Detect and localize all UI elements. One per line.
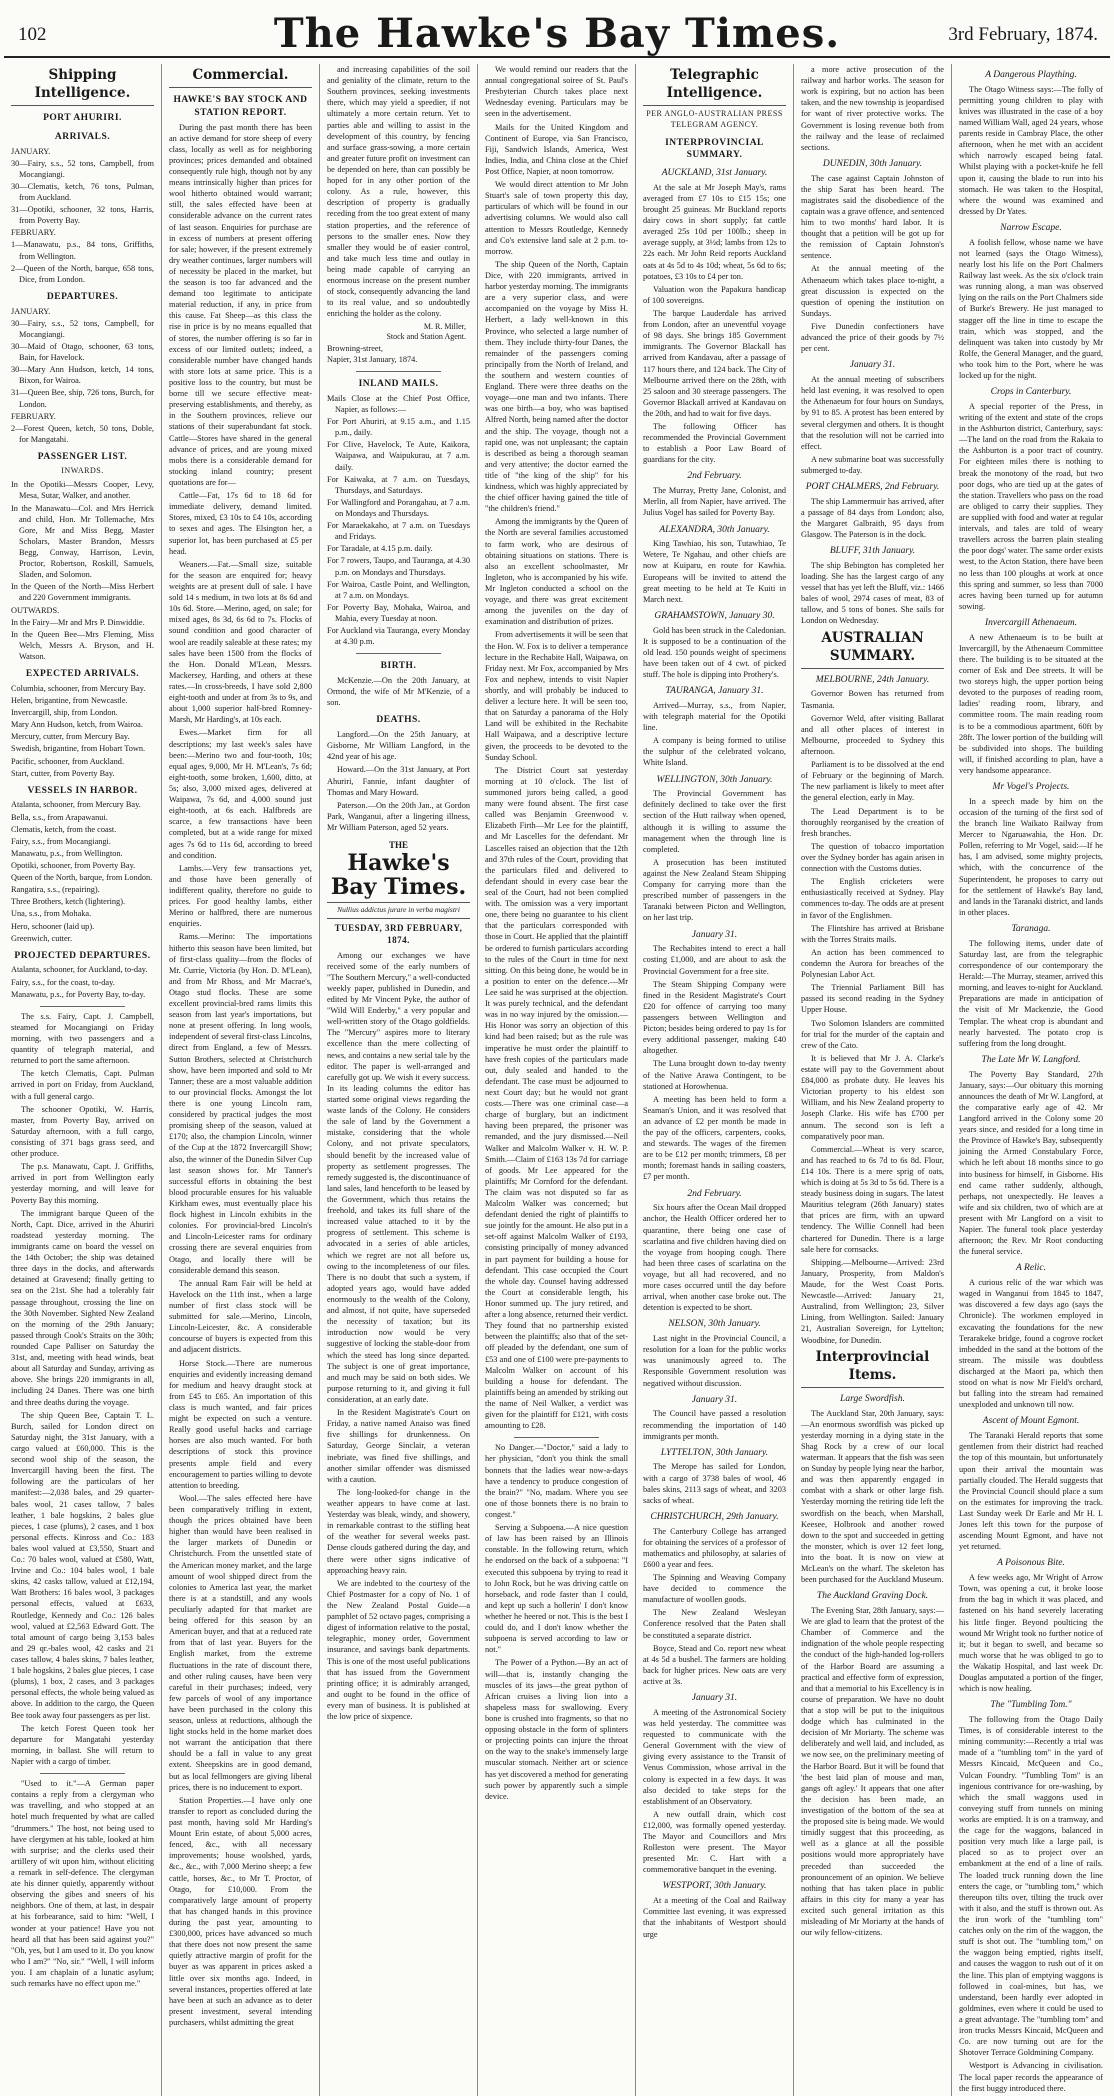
commercial-report bbox=[169, 122, 312, 2029]
column-six bbox=[794, 64, 952, 2096]
item-paragraph: The following items, under date of Saturday last, are from the telegraphic correspondence of our contemporary the Herald:—The Murray, steamer, arrived this morning, and leaves to-night for Auckland. Preparations are made in anticipation of the visit of Mr Mackenzie, the Good Templar. The wheat crop is abundant and nearly harvested. The potato crop is suffering from the long drought. bbox=[959, 938, 1103, 1048]
item-paragraph: The Otago Witness says:—The folly of permitting young children to play with knives was illustrated in the case of a boy named William Wall, aged 24 years, whose parents reside in Cambray Place, the other afternoon, when he met with an accident which narrowly escaped being fatal. Whilst playing with a pocket-knife he fell upon it, causing the blade to run into his stomach. He was taken to the Hospital, where the wound was examined and dressed by Dr Yates. bbox=[959, 84, 1103, 216]
paragraph: 30—Mary Ann Hudson, ketch, 14 tons, Bixon, for Wairoa. bbox=[11, 365, 154, 386]
news-paragraph: Arrived—Murray, s.s., from Napier, with telegraph material for the Opotiki line. bbox=[643, 700, 786, 733]
editorial-masthead bbox=[327, 839, 470, 946]
column-shipping bbox=[4, 64, 162, 2096]
paragraph: 30—Maid of Otago, schooner, 63 tons, Bain, for Havelock. bbox=[11, 341, 154, 363]
local-news bbox=[485, 64, 628, 1431]
paragraph: Invercargill, ship, from London. bbox=[11, 708, 118, 718]
projected-heading: PROJECTED DEPARTURES. bbox=[14, 950, 151, 961]
dateline: ALEXANDRA, 30th January. bbox=[659, 524, 770, 535]
swordfish-item: The Auckland Star, 20th January, says:—An enormous swordfish was picked up yesterday morning in a dying state in the Shag Rock by a crew of our local waterman. It appears that the fish was seen on Sunday by people lying near the harbor, and was then apparently engaged in combat with a shark or other large fish. Yesterday morning the retiring tide left the swordfish on the beach, when Marshall, Keesee, Holbrook and another rowed down to the spot and succeeded in getting the monster, which is over 12 feet long, into the boat. It is now on view at McLean's on the wharf. The skeleton has been purchased for the Auckland Museum. bbox=[801, 1408, 944, 1585]
news-paragraph: The Murray, Pretty Jane, Colonist, and Merlin, all from Napier, have arrived. The Julius Vogel has sailed for Poverty Bay. bbox=[643, 486, 786, 518]
telegram-agency: PER ANGLO-AUSTRALIAN PRESS TELEGRAM AGENCY. bbox=[646, 109, 783, 129]
dateline: GRAHAMSTOWN, January 30. bbox=[654, 610, 775, 621]
dateline: CHRISTCHURCH, 29th January. bbox=[650, 1511, 779, 1522]
telegraphic-entries-continued bbox=[801, 158, 944, 627]
divider bbox=[40, 1006, 126, 1007]
passenger-list bbox=[11, 479, 154, 662]
telegraphic-continued bbox=[801, 64, 944, 153]
paragraph: The immigrant barque Queen of the North, Capt. Dice, arrived in the Ahuriri roadstead yesterday morning. The immigrants came on board the vessel on the 14th October; the ship was detained three days in the docks, and afterwards detained at Gravesend; finally getting to sea on the 21st. She had a tolerably fair passage throughout, crossing the line on the 30th November. Sighted New Zealand on the morning of the 29th January; passed through Cook's Straits on the 30th; rounded Cape Palliser on Saturday the 31st, and, meeting with head winds, beat about all Saturday and Sunday, arriving as above. She brings 220 immigrants in all, including 24 Danes. There was one birth and three deaths during the voyage. bbox=[11, 1208, 154, 1407]
paragraph: Clematis, ketch, from the coast. bbox=[11, 824, 117, 834]
paragraph: Mary Ann Hudson, ketch, from Wairoa. bbox=[11, 720, 143, 730]
dateline: NELSON, 30th January. bbox=[668, 1319, 761, 1330]
paragraph: 1—Manawatu, p.s., 84 tons, Griffiths, from Wellington. bbox=[11, 240, 154, 261]
editorial-motto: Nullius addictus jurare in verba magistri bbox=[327, 902, 470, 918]
news-paragraph: A new outfall drain, which cost £12,000, was formally opened yesterday. The Mayor and Councillors and Mrs Rolleston were present. The Mayor presented Mr. C. Hart with a commemorative banquet in the evening. bbox=[643, 1809, 786, 1875]
paragraph: For Auckland via Tauranga, every Monday at 4.30 p.m. bbox=[327, 626, 470, 647]
paragraph: Bella, s.s., from Arapawanui. bbox=[11, 812, 108, 822]
columns bbox=[4, 64, 1110, 2093]
graving-dock-item: The Evening Star, 28th January, says:—We are glad to learn that the protest of the Chamber of Commerce and the indignation of the whole people respecting the conduct of the high-handed log-rollers of the Harbor Board are assuming a practical and effective form of expression, and that a memorial to his Excellency is in course of preparation. We have no doubt that a stop will be put to the iniquitous dodge which has culminated in the decision of Mr Moriarty. The scheme was deliberately and well laid, and included, as we now see, on the preliminary meeting of the Harbor Board. But it will be found that 'the best laid plan of mouse and man, gangs oft agley.' It appears that one after the decision has been made, an investigation of the bottom of the sea at the proposed site is being made. We would timidly suggest that this proceeding, as well as a glance at all the possible positions would more appropriately have preceded than succeeded the pronouncement of an opinion. We believe nothing that has taken place in public affairs in this city for many a year has excited such general irritation as this misleading of Mr Moriarty at the hands of our wily fellow-citizens. bbox=[801, 1606, 945, 1938]
item-python: The Power of a Python.—By an act of will—that is, instantly changing the muscles of its jaws—the great python of African cruises a living lion into a shapeless mass for swallowing. Every bone is crushed into fragments, so that no opposing obstacle in the form of splinters or projecting points can injure the throat on the way to the snake's immensely large muscular stomach. Neither art or science has yet discovered a method for generating such power by apparently such a simple device. bbox=[485, 1658, 628, 1801]
paragraph: Rangatira, s.s., (repairing). bbox=[11, 885, 100, 895]
paragraph: Queen of the North, barque, from London. bbox=[11, 873, 153, 883]
paragraph: Helen, brigantine, from Newcastle. bbox=[11, 695, 128, 705]
arrivals-heading: ARRIVALS. bbox=[54, 131, 111, 142]
item-paragraph: A foolish fellow, whose name we have not learned (says the Otago Witness), nearly lost his life on the Port Chalmers Railway last week. As the six o'clock train was running along, a man was observed lying on the rails on the Port Chalmers side of Burke's Brewery. He just managed to stagger off the line in time to escape the train, which was stopped, and the delinquent was taken into custody by Mr Rolfe, the General Manager, and the guard, who took him to the Port, where he was locked up for the night. bbox=[959, 237, 1103, 381]
masthead: The Hawke's Bay Times. bbox=[273, 10, 841, 57]
paragraph: For Port Ahuriri, at 9.15 a.m., and 1.15 p.m., daily. bbox=[327, 417, 470, 438]
news-paragraph: The New Zealand Wesleyan Conference resolved that the Paten shall be constituted a separate district. bbox=[643, 1608, 786, 1640]
paragraph: Weaners.—Fat.—Small size, suitable for the season are enquired for; heavy weights are at present dull of sale. I have sold 14 s medium, in two lots at 8s 6d and 10s 6d. Store.—Merino, aged, on sale; for mixed ages, 8s 3d, 6s 6d to 7s. Flocks of sound condition and good character of wool are readily saleable at these rates; my sales have been 1500 from the flocks of the Hon. Donald M'Lean, Messrs. Mackersey, Harding, and others at these rates.—In cross-breeds, I have sold 2,800 eight-tooth and under at from 3s to 9s, and about 1,000 superior half-bred Romney-Marsh, Mr Harding's, at 10s each. bbox=[169, 559, 312, 725]
column-three bbox=[320, 64, 478, 2096]
section-title-shipping: Shipping Intelligence. bbox=[11, 66, 154, 106]
paragraph: In the Fairy—Mr and Mrs P. Dinwiddie. bbox=[11, 617, 145, 627]
news-paragraph: At the annual meeting of the Athenaeum which takes place to-night, a great discussion is expected on the question of opening the institution on Sundays. bbox=[801, 264, 944, 318]
item-no-danger: No Danger.—"Doctor," said a lady to her physician, "don't you think the small bonnets that the ladies wear now-a-days have a tendency to produce congestion of the brain?" "No, madam. Where you see one of those bonnets there is no brain to congest." bbox=[485, 1443, 628, 1519]
editorial-name: Hawke's Bay Times. bbox=[330, 850, 467, 901]
news-paragraph: At the annual meeting of subscribers held last evening, it was resolved to open the Athenaeum for four hours on Sundays, by 91 to 85. A protest has been entered by several clergymen and others. It is thought that the resolution will not be carried into effect. bbox=[801, 375, 944, 451]
paragraph: For Maraekakaho, at 7 a.m. on Tuesdays and Fridays. bbox=[327, 521, 470, 542]
item-heading: The Late Mr W. Langford. bbox=[981, 1054, 1081, 1065]
news-paragraph: A company is being formed to utilise the sulphur of the celebrated volcano, White Island. bbox=[643, 736, 786, 768]
signature-name: M. R. Miller, bbox=[423, 321, 466, 331]
news-paragraph: The Steam Shipping Company were fined in the Resident Magistrate's Court £20 for offence of carrying too many passengers between Wellington and Picton; besides being ordered to pay 1s for every additional passenger, making £40 altogether. bbox=[643, 979, 786, 1056]
dateline: January 31. bbox=[691, 1693, 738, 1704]
item-heading: A Relic. bbox=[1016, 1263, 1046, 1274]
divider bbox=[514, 1437, 600, 1438]
paragraph: The p.s. Manawatu, Capt. J. Griffiths, arrived in port from Wellington early yesterday morning, and will leave for Poverty Bay this morning. bbox=[11, 1162, 154, 1205]
divider bbox=[356, 371, 442, 372]
paragraph: Start, cutter, from Poverty Bay. bbox=[11, 768, 115, 778]
dateline: 2nd February. bbox=[687, 471, 742, 482]
item-paragraph: The Taranaki Herald reports that some gentlemen from their district had reached the top of this mountain, but unfortunately upon their arrival the mountain was partially clouded. The Herald suggests that the Provincial Council should place a sum on the estimates for improving the track. Last Sunday week Dr Earle and Mr H. I. Jones left this town for the purpose of ascending Mount Egmont, and have not yet returned. bbox=[959, 1431, 1103, 1552]
paragraph: JANUARY. bbox=[11, 146, 51, 156]
interprovincial-summary-heading: INTERPROVINCIAL SUMMARY. bbox=[665, 137, 764, 161]
paragraph: It is believed that Mr J. A. Clarke's estate will pay to the Government about £84,000 as probate duty. He leaves his Victorian property to his eldest son William, and his New Zealand property to Joseph Clarke. His wife has £700 per annum. The second son is left a comparatively poor man. bbox=[801, 1053, 944, 1141]
paragraph: Cattle—Fat, 17s 6d to 18 6d for immediate delivery, demand limited. Stores, mixed, £3 10s to £4 10s, according to sexes and ages. The Elsington her, a superior lot, has been purchased at £5 per head. bbox=[169, 491, 312, 556]
paragraph: For Wairoa, Castle Point, and Wellington, at 7 a.m. on Mondays. bbox=[327, 579, 470, 600]
paragraph: For 7 rowers, Taupo, and Tauranga, at 4.30 p.m. on Mondays and Thursdays. bbox=[327, 556, 470, 577]
news-paragraph: The Provincial Government has definitely declined to take over the first section of the Hutt railway when opened, although it is willing to assume the management when the through line is completed. bbox=[643, 789, 786, 854]
news-paragraph: At a meeting of the Coal and Railway Committee last evening, it was expressed that the inhabitants of Westport should urge bbox=[643, 1896, 786, 1939]
editorial-date: TUESDAY, 3RD FEBRUARY, 1874. bbox=[334, 922, 463, 945]
expected-heading: EXPECTED ARRIVALS. bbox=[25, 669, 140, 680]
paragraph: 2—Forest Queen, ketch, 50 tons, Doble, for Mangatahi. bbox=[11, 423, 154, 444]
paragraph: Mercury, cutter, from Mercury Bay. bbox=[11, 732, 130, 742]
item-heading: Taranaga. bbox=[1011, 924, 1051, 935]
paragraph: The annual Ram Fair will be held at Havelock on the 11th inst., when a large number of first class stock will be submitted for sale.—Merino, Lincoln, Lincoln-Leicester, &c. A considerable concourse of buyers is expected from this and adjacent districts. bbox=[169, 1278, 312, 1355]
dateline: 2nd February. bbox=[687, 1188, 742, 1199]
paragraph: Governor Weld, after visiting Ballarat and all other places of interest in Melbourne, proceeded to Sydney this afternoon. bbox=[801, 713, 944, 756]
news-paragraph: The Spinning and Weaving Company have decided to commence the manufacture of woollen goods. bbox=[643, 1573, 786, 1605]
issue-date: 3rd February, 1874. bbox=[948, 24, 1098, 45]
paragraph: The long-looked-for change in the weather appears to have come at last. Yesterday was bleak, windy, and showery, in remarkable contrast to the stifling heat of the weather for several weeks past. Dense clouds gathered during the day, and there were other signs indicative of approaching heavy rain. bbox=[327, 1487, 470, 1575]
paragraph: 31—Queen Bee, ship, 726 tons, Burch, for London. bbox=[11, 388, 154, 409]
paragraph: We would direct attention to Mr John Stuart's sale of town property this day, particulars of which will be found in our advertising columns. We would also call attention to Messrs Routledge, Kennedy and Co's extensive land sale at 2 p.m. to-morrow. bbox=[485, 180, 628, 256]
column-seven bbox=[952, 64, 1110, 2096]
paragraph: From advertisements it will be seen that the Hon. W. Fox is to deliver a temperance lecture in the Rechabite Hall, Waipawa, on Friday next. Mr Fox, accompanied by Mrs Fox and nephew, intends to visit Napier shortly, and will probably be induced to deliver a lecture here. It will be seen too, that on Saturday a panorama of the Holy Land will be exhibited in the Rechabite Hall Waipawa, and a descriptive lecture given, the proceeds to be devoted to the Sunday School. bbox=[485, 630, 628, 762]
paragraph: FEBRUARY. bbox=[11, 228, 56, 238]
paragraph: Three Brothers, ketch (lightering). bbox=[11, 897, 126, 907]
paragraph: Commercial.—Wheat is very scarce, and has reached to 6s 7d to 6s 8d. Flour, £14 10s. There is a mere sprig of oats, which is doing at 5s 3d to 5s 6d. There is a steady business doing in sugars. The latest Mauritius telegram (26th January) states that prices are firm, with an upward tendency. The Willie Connell had been chartered for Dunedin. There is a large sale here for cornsacks. bbox=[801, 1144, 944, 1254]
paragraph: The question of tobacco importation over the Sydney border has again arisen in connection with the Customs duties. bbox=[801, 841, 944, 874]
departures-heading: DEPARTURES. bbox=[46, 291, 119, 302]
news-paragraph: A meeting of the Astronomical Society was held yesterday. The committee was requested to communicate with the General Government with the view of giving every assistance to the Transit of Venus Commission, whose arrival in the colony is expected in a few days. It was also decided to take steps for the establishment of an Observatory. bbox=[643, 1707, 786, 1806]
item-heading: Mr Vogel's Projects. bbox=[992, 782, 1070, 793]
paragraph: OUTWARDS. bbox=[11, 605, 60, 615]
dateline: PORT CHALMERS, 2nd February. bbox=[805, 482, 940, 493]
paragraph: For Wallingford and Porangahau, at 7 a.m. on Mondays and Thursdays. bbox=[327, 497, 470, 518]
page-header bbox=[4, 0, 1110, 58]
dateline: WELLINGTON, 30th January. bbox=[656, 774, 773, 785]
news-paragraph: The ship Lammermuir has arrived, after a passage of 84 days from London; also, the Margaret Galbraith, 95 days from Glasgow. The Paterson is in the dock. bbox=[801, 496, 944, 540]
section-title-commercial: Commercial. bbox=[169, 66, 312, 88]
item-heading: A Poisonous Bite. bbox=[997, 1558, 1065, 1569]
paragraph: 30—Fairy, s.s., 52 tons, Campbell, for Mocangiangi. bbox=[11, 318, 154, 339]
column-telegraphic bbox=[636, 64, 794, 2096]
australian-summary-heading: AUSTRALIAN SUMMARY. bbox=[801, 629, 944, 669]
dateline: TAURANGA, January 31. bbox=[665, 686, 764, 697]
paragraph: FEBRUARY. bbox=[11, 411, 56, 421]
news-paragraph: At the sale at Mr Joseph May's, rams averaged from £7 10s to £15 15s; one brought 25 guineas. Mr Buckland reports dairy cows in short supply; fat cattle averaged 25s 10d per 100lb.; sheep in average supply, at 3½d; lambs from 12s to 22s each. Mr John Reid reports Auckland oats at 4s 5d to 4s 10d; wheat, 5s 6d to 6s; potatoes, £3 10s to £4 per ton. bbox=[643, 182, 786, 281]
paragraph: Ewes.—Market firm for all descriptions; my last week's sales have been:—Merino two and four-tooth, 10s; equal ages, 9,000, Mr H. M'Lean's, 7s 6d; eight-tooth, some broken, 1,600, ditto, at 5s; also, 3,000 mixed ages, delivered at Waipawa, 7s 6d, and 4,000 sound just eight-tooth, at 6s each. Halfbreds are scarce, a few transactions have been completed, but at a wide range for mixed ages 7s 6d to 11s 6d, according to breed and condition. bbox=[169, 728, 312, 860]
paragraph: For Clive, Havelock, Te Aute, Kaikora, Waipawa, and Waipukurau, at 7 a.m. daily. bbox=[327, 440, 470, 472]
item-heading: Crops in Canterbury. bbox=[990, 387, 1072, 398]
paragraph: Langford.—On the 25th January, at Gisborne, Mr William Langford, in the 42nd year of his age. bbox=[327, 730, 470, 762]
news-paragraph: King Tawhiao, his son, Tutawhiao, Te Wetere, Te Ngahau, and other chiefs are now at Kuiparu, en route for Kawhia. Europeans will be invited to attend the great meeting to be held at Te Kuiti in March next. bbox=[643, 539, 786, 604]
paragraph: The s.s. Fairy, Capt. J. Campbell, steamed for Mocangiangi on Friday morning, with two passengers and a quantity of telegraph material, and returned to port the same afternoon. bbox=[11, 1011, 154, 1066]
news-paragraph: A meeting has been held to form a Seaman's Union, and it was resolved that an advance of £2 per month be made in the pay of the officers, carpenters, cooks, and stewards. The wages of the firemen are to be £12 per month; trimmers, £8 per month; foremast hands in sailing coasters, £7 per month. bbox=[643, 1094, 786, 1182]
paragraph: Atalanta, schooner, for Auckland, to-day. bbox=[11, 965, 148, 975]
passenger-heading: PASSENGER LIST. bbox=[37, 451, 128, 462]
anecdote-used-to-it: "Used to it."—A German paper contains a reply from a clergyman who was travelling, and who stopped at an hotel much frequented by what are called "drummers." The host, not being used to have clergymen at his table, looked at him with surprise; and the clerks used their artillery of wit upon him, without eliciting a remark in self-defence. The clergyman ate his dinner quietly, apparently without observing the gibes and sneers of his neighbors. One of them, at last, in despair at his forbearance, said to him: "Well, I wonder at your patience! Have you not heard all that has been said against you?" "Oh, yes, but I am used to it. Do you know who I am?" "No, sir." "Well, I will inform you. I am chaplain of a lunatic asylum; such remarks have no effect upon me." bbox=[11, 1779, 154, 1989]
paragraph: Manawatu, p.s., from Wellington. bbox=[11, 848, 123, 858]
paragraph: Fairy, s.s., from Mocangiangi. bbox=[11, 836, 111, 846]
item-heading: Invercargill Athenaeum. bbox=[985, 617, 1077, 628]
paragraph: Paterson.—On the 20th Jan., at Gordon Park, Wanganui, after a lingering illness, Mr William Paterson, aged 52 years. bbox=[327, 800, 470, 832]
paragraph: For Kaiwaka, at 7 a.m. on Tuesdays, Thursdays, and Saturdays. bbox=[327, 474, 470, 495]
paragraph: Una, s.s., from Mohaka. bbox=[11, 909, 92, 919]
item-paragraph: The Poverty Bay Standard, 27th January, says:—Our obituary this morning announces the death of Mr W. Langford, at the comparative early age of 42. Mr Langford arrived in the Colony some 20 years since, and resided for a long time in the Province of Hawke's Bay, subsequently joining the Armed Constabulary Force, which he left about 18 months since to go into business for himself, in Gisborne. His end came rather suddenly, although, perhaps, not unexpectedly. He leaves a wife and six children, two of which are at present with Mr Langford on a visit to Napier. The funeral took place yesterday afternoon; the Rev. Mr Root conducting the funeral service. bbox=[959, 1069, 1103, 1257]
paragraph: The Lead Department is to be thoroughly reorganised by the creation of fresh branches. bbox=[801, 806, 944, 838]
paragraph: In the Resident Magistrate's Court on Friday, a native named Anaiso was fined five shillings for drunkenness. On Saturday, George Sinclair, a veteran inebriate, was fined five shillings, and another similar offender was dismissed with a caution. bbox=[327, 1408, 470, 1484]
news-paragraph: The case against Captain Johnston of the ship Sarat has been heard. The magistrates said the disobedience of the captain was a grave offence, and sentenced him to two months' hard labor. It is thought that a petition will be got up for the remission of Captain Johnston's sentence. bbox=[801, 173, 944, 261]
birth-heading: BIRTH. bbox=[380, 661, 417, 672]
paragraph: Mails Close at the Chief Post Office, Napier, as follows:— bbox=[327, 393, 470, 414]
paragraph: The ship Queen of the North, Captain Dice, with 220 immigrants, arrived in harbor yesterday morning. The immigrants are a very superior class, and were accompanied on the voyage by Miss H. Herbert, a lady well-known in this Province, who selected a large number of them. They include thirty-four Danes, the remainder of the passengers coming principally from the North of Ireland, and the southern and western counties of England. There were three deaths on the voyage—one man and two infants. There was one birth—a boy, who was baptised Alfred North, being named after the doctor and the ship. The voyage, though not a rapid one, was not unpleasant; the captain is described as being a thorough seaman and very attentive; the doctor earned the title of "the king of the ship" for his kindness, which was highly appreciated by the chief officer having gained the title of "the children's friend." bbox=[485, 259, 628, 514]
paragraph: Fairy, s.s., for the coast, to-day. bbox=[11, 977, 115, 987]
paragraph: The Triennial Parliament Bill has passed its second reading in the Sydney Upper House. bbox=[801, 983, 944, 1015]
news-paragraph: The Canterbury College has arranged for obtaining the services of a professor of mathematics and philosophy, at salaries of £600 a year and fees. bbox=[643, 1526, 786, 1569]
paragraph: Rams.—Merino: The importations hitherto this season have been limited, but of first-class quality—from the flocks of Mr. Currie, Victoria (by Hon. D. M'Lean), and from Mr Rhoss, and Mr Macrae's, Otago stud flocks. These are some excellent provincial-bred rams limits this season from last year's importations, but none at present offering. In long wools, independent of several first-class Lincolns, direct from England, a few of Messrs. Sutton Brothers, selected at Christchurch show, have been imported and sold to Mr Tanner; these are a most valuable addition to our provincial flocks. Amongst the lot there is one young Lincoln ram, considered by practical judges the most promising sheep of the season, valued at £170; also, the champion Lincoln, winner of the Cup at the 1872 Invercargill Show; also, the winner of the Dunedin Silver Cup last season shows for. Mr Tanner's successful efforts in obtaining the best blood procurable ensures for his valuable Kirkham ewes, must eventually place his flock highest in Lincoln exhibits in the colonies. For provincial-bred Lincoln's and Lincoln-Leicester rams for ordinary crossing there are several enquiries from Otago, and locally there will be considerable demand this season. bbox=[169, 932, 312, 1275]
inland-mails-list bbox=[327, 393, 470, 647]
section-title-telegraphic: Telegraphic Intelligence. bbox=[643, 66, 786, 106]
paragraph: In the Queen Bee—Mrs Fleming, Miss Welch, Messrs A. Bryson, and H. Watson. bbox=[11, 629, 154, 662]
item-paragraph: In a speech made by him on the occasion of the turning of the first sod of the branch line Waikato Railway from Mercer to Ngaruawahia, the Hon. Dr. Pollen, referring to Mr Vogel, said:—If he has, I am advised, some mighty projects, which, with the concurrence of the Superintendent, he proposes to carry out for the settlement of Hawke's Bay land, and lands in the Taranaki district, and lands in other places. bbox=[959, 796, 1103, 917]
paragraph: 31—Opotiki, schooner, 32 tons, Harris, from Poverty Bay. bbox=[11, 205, 154, 226]
dateline: January 31. bbox=[691, 1394, 738, 1405]
paragraph: The Flintshire has arrived at Brisbane with the Torres Straits mails. bbox=[801, 923, 944, 944]
dateline: LYTTELTON, 30th January. bbox=[660, 1447, 769, 1458]
news-paragraph: The Merope has sailed for London, with a cargo of 3738 bales of wool, 46 bales skins, 2113 sags of wheat, and 3203 sacks of wheat. bbox=[643, 1462, 786, 1505]
death-notices bbox=[327, 729, 470, 833]
divider bbox=[40, 1773, 126, 1774]
paragraph: Pacific, schooner, from Auckland. bbox=[11, 756, 125, 766]
paragraph: Hero, schooner (laid up). bbox=[11, 921, 95, 931]
paragraph: Station Properties.—I have only one transfer to report as concluded during the past month, having sold Mr Harding's Mount Erin estate, of about 5,000 acres, fenced, &c., with all necessary improvements; house woolshed, yards, &c., &c., with 7,000 Merino sheep; a few cattle, horses, &c., to Mr T. Proctor, of Otago, for £10,000. From the comparatively large amount of property that has changed hands in this province during the past year, amounting to £300,000, prices have advanced so much that there does not now present the same quietly attractive margin of profit for the buyer as was apparent in prices asked a little over six months ago. Indeed, in several instances, properties offered at late have been at such an advance as to deter present investment, several intending purchasers, whilst admitting the great bbox=[169, 1795, 312, 2027]
departures-list bbox=[11, 306, 154, 445]
news-paragraph: Last night in the Provincial Council, a resolution for a loan for the public works was unanimously agreed to. The Responsible Government resolution was negatived without discussion. bbox=[643, 1334, 786, 1388]
paragraph: Shipping.—Melbourne—Arrived: 23rd January, Prosperity, from Maldon's Maude, for the West Coast Ports. Newcastle—Arrived: January 21, Australind, from Wellington; 23, Silver Lining, from Wellington. Sailed: January 21, Australian Sovereign, for Lyttelton; Woodbine, for Dunedin. bbox=[801, 1257, 944, 1345]
paragraph: The ketch Clematis, Capt. Pulman arrived in port on Friday, from Auckland, with a full general cargo. bbox=[11, 1069, 154, 1101]
paragraph: Manawatu, p.s., for Poverty Bay, to-day. bbox=[11, 989, 146, 999]
paragraph: The ship Queen Bee, Captain T. L. Burch, sailed for London direct on Saturday night, the 31st January, with a cargo valued at £60,000. This is the second wool ship of the season, the Invercargill having been the first. The following are the particulars of her manifest:—2,038 bales, and 29 quarter-bales wool, 21 cases tallow, 7 bales leather, 1 bale hogskins, 2 bales glue pieces, 1 case (plums), 2 cases, and 1 box personal effects. Kinross and Co.: 183 bales wool valued at £3,550, Stuart and Co.: 70 bales wool, valued at £580, Watt, Irvine and Co.: 104 bales wool, 1 bale skins, 42 casks tallow, valued at £12,194, Watt Brothers: 16 bales wool, 3 packages personal effects, valued at £633, Routledge, Kennedy and Co.: 126 bales wool, valued at £2,563 Edward Gott. The total amount of cargo being 3,153 bales and 29 qr.-bales wool, 42 casks and 21 cases tallow, 4 bales skins, 7 bales leather, 1 bale hogskins, 2 bales glue pieces, 1 case (plums), 1 box, 2 cases, and 3 packages personal effects, the whole being valued as above. In addition to the cargo, the Queen Bee took away four passengers as per list. bbox=[11, 1410, 154, 1720]
item-heading: A Dangerous Plaything. bbox=[985, 70, 1077, 80]
paragraph: Among the immigrants by the Queen of the North are several families accustomed to farm work, who are desirous of obtaining situations on stations. There is also an excellent schoolmaster, Mr Ingleton, who is accompanied by his wife. Mr Ingleton conducted a school on the voyage, and there was great excitement among the juveniles on the day of examination and distribution of prizes. bbox=[485, 517, 628, 627]
item-paragraph: A new Athenaeum is to be built at Invercargill, by the Athenaeum Committee there. The building is to be situated at the corner of Esk and Dee streets. It will be two storeys high, the upper portion being devoted to the purposes of reading room, ladies' reading room, library, and committee room. The main reading room is to be a commodious apartment, 60ft by 28ft. The lower portion of the building will be subdivided into shops. The building will, if finished according to plan, have a very handsome appearance. bbox=[959, 632, 1103, 775]
dateline: January 31. bbox=[691, 929, 738, 940]
paragraph: Horse Stock.—There are numerous enquiries and evidently increasing demand for medium and heavy draught stock at from £45 to £65. An importation of this class is much wanted, and fair prices might be expected on such a venture. Really good useful hacks and carriage horses are also much wanted. For both descriptions of stock this province presents ample field and every encouragement to parties willing to devote attention to breeding. bbox=[169, 1358, 312, 1490]
dateline: DUNEDIN, 30th January. bbox=[822, 158, 923, 169]
projected-list bbox=[11, 964, 154, 999]
item-paragraph: A curious relic of the war which was waged in Wanganui from 1845 to 1847, was discovered a few days ago (says the Chronicle). The workmen employed in excavating the foundations for the new Terarakeke bridge, found a cogrove rocket imbedded in the sand at the bottom of the stream. The missile was doubtless discharged at the Maori pa, which then stood on what is now Mr Field's orchard, but falling into the stream had remained unexploded and unknown till now. bbox=[959, 1278, 1103, 1410]
inland-mails-heading: INLAND MAILS. bbox=[358, 379, 439, 390]
swordfish-heading: Large Swordfish. bbox=[840, 1393, 905, 1404]
birth-notice: McKenzie.—On the 20th January, at Ormond, the wife of Mr M'Kenzie, of a son. bbox=[327, 676, 470, 708]
news-paragraph: Six hours after the Ocean Mail dropped anchor, the Health Officer ordered her to quarantine, there being one case of scarlatina and five children having died on the voyage from hooping cough. There had been three cases of scarlatina on the voyage, but all had recovered, and no more cases occurred until the day before arrival, when another case broke out. The detention is expected to be short. bbox=[643, 1203, 786, 1313]
paragraph: Mails for the United Kingdom and Continent of Europe, via San Francisco, Fiji, Sandwich Islands, America, West Indies, India, and China close at the Chief Post Office, Napier, at noon tomorrow. bbox=[485, 122, 628, 176]
paragraph: Atalanta, schooner, from Mercury Bay. bbox=[11, 800, 141, 810]
signature-title: Stock and Station Agent. bbox=[386, 332, 466, 342]
expected-list bbox=[11, 683, 154, 779]
news-paragraph: Boyce, Stead and Co. report new wheat at 4s 5d a bushel. The farmers are holding back for higher prices. New oats are very active at 3s. bbox=[643, 1643, 786, 1687]
interprovincial-items bbox=[959, 69, 1103, 2094]
paragraph: Opotiki, schooner, from Poverty Bay. bbox=[11, 860, 136, 870]
signature-place: Browning-street, bbox=[327, 343, 383, 353]
paragraph: In the Opotiki—Messrs Cooper, Levy, Mesa, Sutar, Walker, and another. bbox=[11, 480, 154, 501]
paragraph: Parliament is to be dissolved at the end of February or the beginning of March. The new parliament is likely to meet after the general election, early in May. bbox=[801, 760, 944, 803]
paragraph: The ketch Forest Queen took her departure for Mangatahi yesterday morning, in ballast. She will return to Napier with a cargo of timber. bbox=[11, 1723, 154, 1767]
deaths-heading: DEATHS. bbox=[376, 715, 421, 726]
news-paragraph: Valuation won the Papakura handicap of 100 sovereigns. bbox=[643, 284, 786, 305]
graving-dock-heading: The Auckland Graving Dock. bbox=[816, 1591, 929, 1602]
news-paragraph: The Luna brought down to-day twenty of the Native Arawa Contingent, to be stationed at Horowhenua. bbox=[643, 1059, 786, 1091]
australian-summary bbox=[801, 688, 944, 1345]
paragraph: 30—Fairy, s.s., 52 tons, Campbell, from Mocangiangi. bbox=[11, 158, 154, 179]
port-name: PORT AHURIRI. bbox=[43, 113, 122, 124]
paragraph: Two Solomon Islanders are committed for trial for the murder of the captain and crew of the Cato. bbox=[801, 1018, 944, 1050]
news-paragraph: The following Officer has recommended the Provincial Government to establish a Poor Law Board of guardians for the city. bbox=[643, 422, 786, 465]
editorial-body bbox=[327, 950, 470, 1723]
divider bbox=[356, 653, 442, 654]
column-four bbox=[478, 64, 636, 2096]
paragraph: The English cricketers were enthusiastically received at Sydney. Play commences to-day. The odds are at present in favor of the Englishmen. bbox=[801, 877, 944, 920]
paragraph: and increasing capabilities of the soil and geniality of the climate, return to the Southern provinces, seeking investments there, which may yield a speedier, if not ultimately a more certain return. Yet to parties able and willing to assist in the development of this country, by fencing and surface grass-sowing, a more certain and greater future profit on investment can be depended on here, than can possibly be hoped for in any other portion of the colony. As a rule, however, this description of property is gradually receding from the too great extent of many station properties, and the reference of persons to the smaller enes. Now they smaller they would be of easier control, and take much less time and outlay in being made capable of carrying an enormous increase on the present number of stock, consequently advancing the land to its real value, and so undoubtedly enriching the holder as the colony. bbox=[327, 65, 470, 319]
editorial-the: THE bbox=[388, 840, 408, 851]
paragraph: Wool.—The sales effected here have been comparatively trifling in extent, though the prices obtained have been higher than would have been realised in the larger markets of Dunedin or Christchurch. From the unsettled state of the American money market, and the large amount of wool shipped direct from the colonies to America last year, the market there is at a standstill, and any wools peculiarly adapted for that market are being offered for this season by an American buyer, and that at a reduced rate from that of last year. Buyers for the English market, from the extreme fluctuations in the rate of discount there, and other ruling causes, have been very careful in their purchases; indeed, very few parcels of wool of any importance have been purchased in the colony this season, unless at reductions, although the light stocks held in the home market does not warrant the anticipation that there should be a fall in value to any great extent. Sheepskins are in good demand, but as local fellmongers are giving liberal prices, there is no inducement to export. bbox=[169, 1493, 312, 1792]
news-paragraph: A prosecution has been instituted against the New Zealand Steam Shipping Company for carrying more than the prescribed number of passengers in the Taranaki between Picton and Wellington, on her last trip. bbox=[643, 857, 786, 923]
harbor-list bbox=[11, 799, 154, 943]
paragraph: In the Queen of the North—Miss Herbert and 220 Government immigrants. bbox=[11, 582, 154, 603]
australian-summary-place: MELBOURNE, 24th January. bbox=[815, 674, 930, 685]
telegraphic-entries bbox=[643, 167, 786, 1940]
item-paragraph: A few weeks ago, Mr Wright of Arrow Town, was opening a cut, it broke loose from the bag in which it was placed, and fastened on his hand severely lacerating his little finger. Beyond poulticing the wound Mr Wright took no further notice of it; but it began to swell, and became so much worse that he was obliged to go to the Wakatip Hospital, and last week Dr. Douglas amputated a portion of the finger, which is now healing. bbox=[959, 1573, 1103, 1694]
paragraph: a more active prosecution of the railway and harbor works. The season for work is expiring, but no action has been taken, and the new township is jeopardised for want of river protective works. The Government is losing revenue both from the railway and the lease of reclaimed sections. bbox=[801, 65, 944, 152]
interprovincial-items-heading: Interprovincial Items. bbox=[801, 1348, 944, 1388]
paragraph: We are indebted to the courtesy of the Chief Postmaster for a copy of No. 1 of the New Zealand Postal Guide—a pamphlet of 52 octavo pages, comprising a digest of information relative to the postal, telegraphic, money order, Government insurance, and savings bank departments. This is one of the most useful publications that has issued from the Government printing office; it is admirably arranged, and ought to be found in the office of every man of business. It is published at the low price of sixpence. bbox=[327, 1578, 470, 1722]
column-commercial bbox=[162, 64, 320, 2096]
signature-date: Napier, 31st January, 1874. bbox=[327, 355, 418, 365]
paragraph: The schooner Opotiki, W. Harris, master, from Poverty Bay, arrived on Saturday afternoon, with a full cargo, consisting of 371 bags grass seed, and other produce. bbox=[11, 1104, 154, 1159]
paragraph: Howard.—On the 31st January, at Port Ahuriri, Fannie, infant daughter of Thomas and Mary Howard. bbox=[327, 765, 470, 797]
news-paragraph: Gold has been struck in the Caledonian. It is supposed to be a continuation of the old lead. 150 pounds weight of specimens have been taken out of 4 cwt. of picked stuff. The hole is dipping into Prothery's. bbox=[643, 625, 786, 680]
page-number: 102 bbox=[18, 24, 47, 45]
item-heading: The "Tumbling Tom." bbox=[990, 1700, 1072, 1711]
news-paragraph: A new submarine boat was successfully submerged to-day. bbox=[801, 454, 944, 475]
harbor-heading: VESSELS IN HARBOR. bbox=[27, 785, 138, 796]
paragraph: Lambs.—Very few transactions yet, and those have been generally of indifferent quality, therefore no guide to prices. For good healthy lambs, either Merino or halfbred, there are numerous enquiries. bbox=[169, 863, 312, 929]
paragraph: JANUARY. bbox=[11, 306, 51, 316]
dateline: WESTPORT, 30th January. bbox=[662, 1881, 767, 1892]
paragraph: For Taradale, at 4.15 p.m. daily. bbox=[327, 544, 433, 554]
report-continued bbox=[327, 64, 470, 320]
dateline: AUCKLAND, 31st January. bbox=[661, 168, 768, 179]
paragraph: Governor Bowen has returned from Tasmania. bbox=[801, 689, 944, 710]
paragraph: We would remind our readers that the annual congregational soiree of St. Paul's Presbyterian Church takes place next Wednesday evening. Particulars may be seen in the advertisement. bbox=[485, 65, 628, 119]
item-subpoena: Serving a Subpoena.—A nice question of law has been raised by an Illinois constable. In the following return, which he endorsed on the back of a subpoena: "I executed this subpoena by trying to read it to John Rock, but he was driving cattle on horseback, and rode faster than I could, and kept up such a hollerin' I don't know whether he heered or not. This is the best I could do, and I don't know whether the subpoena is served according to law or not." bbox=[485, 1523, 628, 1655]
news-paragraph: The Council have passed a resolution recommending the importation of 140 immigrants per month. bbox=[643, 1409, 786, 1441]
paragraph: For Poverty Bay, Mohaka, Wairoa, and Mahia, every Tuesday at noon. bbox=[327, 602, 470, 623]
paragraph: During the past month there has been an active demand for store sheep of every class, locally as well as for neighboring provinces; prices demanded and obtained consequently rule high, though not by any means intrinsically higher than prices for wool hitherto obtained would warrant; still, the sales effected have been at considerable advance on the current rates of last season. Enquiries for purchase are in excess of numbers at present offering for sale; however, if the present extremely dry weather continues, larger numbers will of necessity be placed in the market, but the season is too far advanced and the demand too legitimate to anticipate material reduction, if any, in price from this cause. Fat Sheep—as this class the rise in price is by no means equalled that of stores, the number offering is so far in excess of our limited outlets; indeed, a considerable number have changed hands with store lots at same price. This is a positive loss to the country, but must be borne till we secure effective meat-preserving establishments, and thereby, as in the Southern provinces, relieve our stations of their superabundant fat stock. Cattle—Stores have shared in the general advance of prices, and are young mixed mobs there is a considerable demand for stocking inland country; present quotations are for— bbox=[169, 122, 312, 488]
item-heading: Narrow Escape. bbox=[1000, 223, 1062, 234]
passenger-inwards: INWARDS. bbox=[61, 465, 104, 475]
item-paragraph: A special reporter of the Press, in writing of the extent and state of the crops in the Ashburton district, Canterbury, says:—The land on the road from the Rakaia to the Ashburton is a poor tract of country. For eighteen miles there is nothing to break the monotony of the road, but two poor dogs, who are tied up at the gates of the station. Travellers who pass on the road are obliged to carry their supplies. They are supplied with food and water at regular intervals, and tales are told of weary travellers across the barren plain stealing the poor dogs' water. The same order exists west, to the Acton Station, there have been no less than 100 ploughs at work at once this spring and summer, so less than 7000 acres having been turned up for autumn sowing. bbox=[959, 401, 1103, 611]
shipping-news bbox=[11, 1011, 154, 1767]
paragraph: Greenwich, cutter. bbox=[11, 933, 73, 943]
item-heading: Ascent of Mount Egmont. bbox=[982, 1416, 1080, 1427]
news-paragraph: Five Dunedin confectioners have advanced the price of their goods by 7½ per cent. bbox=[801, 322, 944, 354]
item-paragraph: Westport is Advancing in civilisation. The local paper records the appearance of the first buggy introduced there. bbox=[959, 2061, 1103, 2093]
paragraph: Among our exchanges we have received some of the early numbers of "The Southern Mercury," a well-conducted weekly paper, published in Dunedin, and edited by Mr Vincent Pyke, the author of "Wild Will Enderby," a very popular and well-written story of the Otago goldfields. The "Mercury" aspires more to literary excellence than the mere collecting of news, and contains a new serial tale by the editor. The paper is well-arranged and carefully got up. We wish it every success. In its leading columns the editor has started some original views regarding the waste lands of the Colony. He considers the sale of land by the Government a mistake, considering that the whole Colony, and not private speculators, should benefit by the increased value of property as settlement progresses. The remedy suggested is, the discontinuance of land sales, land henceforth to be leased by the Government, which thus retains the freehold, and takes its full share of the increased value attached to it by the progress of settlement. This scheme is advocated in a series of able articles, which we regret are not all before us, owing to the incompleteness of our files. There is no doubt that such a system, if adopted years ago, would have added enormously to the wealth of the Colony, and almost, if not quite, have superseded the necessity of taxation; but its introduction now would be very suggestive of locking the stable-door from which the steed has long since departed. The subject is one of great importance, and much may be said on both sides. We purpose returning to it, and giving it full consideration, at an early date. bbox=[327, 950, 470, 1404]
item-paragraph: The following from the Otago Daily Times, is of considerable interest to the mining community:—Recently a trial was made of a "tumbling tom" in the yard of Messrs Kincaid, McQueen and Co., Vulcan Foundry. "Tumbling Tom" is an ingenious contrivance for ore-washing, by which the small waggons used in conveying stuff from tunnels on mining works are emptied. It is on a tramway, and the cage for the waggons, balanced in position very much like a large pail, is placed so as to project over an embankment at the end of a line of rails. The loaded truck running down the line enters the cage, or "tumbling tom," which thereupon tilts over, tilting the truck over with it also, and the stuff is thrown out. As the iron work of the "tumbling tom" catches only on the rim of the waggon, the stuff is shot out. The "tumbling tom," on the waggon being emptied, rights itself, and causes the waggon to rush out of it on the line. This plan of emptying waggons is followed in coal-mines, but has, we understand, been hardly ever adopted in goldmines, even where it could be used to a great advantage. The "tumbling tom" and iron trucks Messrs Kincaid, McQueen and Co. are now turning out are for the Shotover Terrace Goldmining Company. bbox=[959, 1715, 1103, 2058]
news-paragraph: The ship Bebington has completed her loading. She has the largest cargo of any vessel that has yet left the Bluff, viz.: 1466 bales of wool, 2974 cases of meat, 83 of tallow, and 5 tons of bones. She sails for London on Wednesday. bbox=[801, 560, 944, 626]
paragraph: 30—Clematis, ketch, 76 tons, Pulman, from Auckland. bbox=[11, 181, 154, 203]
paragraph: Swedish, brigantine, from Hobart Town. bbox=[11, 744, 146, 754]
paragraph: The District Court sat yesterday morning at 10 o'clock. The list of summoned jurors being called, a good many were found absent. The first case called was Benjamin Greenwood v. Elizabeth Firth—Mr Lee for the plaintiff, and Mr Lascelles for the defendant. Mr Lascelles raised an objection that the 12th and 37th rules of the Court, providing that the particulars filed and delivered to defendant should in every case bear the seal of the Court, had not been complied with. The omission was a very important one, there being no guarantee to his client that the particulars corresponded with those in Court. He applied that the plaintiff be ordered to furnish particulars according to the rules of the Court in time for next sitting. On this being done, he would be in a position to enter on the defence.—Mr Lee said he was surprised at the objection. It was purely technical, and the defendant was in no way injured by the omission.—His Honor was sorry an objection of this kind had been raised; but as the rule was imperative he must order the plaintiff to have fresh copies of the particulars made out, duly sealed and handed to the defendant. The case must be adjourned to next Court day; but he would not grant costs.—There was one criminal case—a charge of burglary, but an indictment having been prepared, the prisoner was remanded, and the jury dismissed.—Neil Walker and Malcolm Walker v. H. W. P. Smith.—Claim of £163 13s 7d for carriage of goods. Mr Lee appeared for the plaintiffs; Mr Cornford for the defendant. The claim was not disputed so far as Malcolm Walker was concerned; but defendant denied the right of plaintiffs to sue jointly for the amount. He also put in a set-off against Malcolm Walker of £193, consisting principally of money advanced in part payment for building a house for defendant. This case occupied the Court the whole day. Counsel having addressed the Court at considerable length, his Honor summed up. The jury retired, and after a long absence, returned their verdict. They found that no partnership existed between the plaintiffs; also that of the set-off pleaded by the defendant, one sum of £53 and one of £100 were pre-payments to Malcolm Walker on account of his building a house for defendant. The plaintiffs being an amended by striking out the name of Neil Walker, a verdict was given for the plaintiff for £121, with costs amounting to £28. bbox=[485, 765, 628, 1431]
arrivals-list bbox=[11, 146, 154, 285]
paragraph: An action has been commenced to condemn the Aurora for breaches of the Polynesian Labor Act. bbox=[801, 947, 944, 980]
paragraph: Columbia, schooner, from Mercury Bay. bbox=[11, 683, 146, 693]
paragraph: 2—Queen of the North, barque, 658 tons, Dice, from London. bbox=[11, 263, 154, 284]
paragraph: In the Manawatu—Col. and Mrs Herrick and child, Hon. Mr Tollemache, Mrs Gore, Mr and Miss Begg, Master Scholars, Master Brandon, Messrs Begg, Conway, Harrison, Levin, Proctor, Robertson, Roskill, Samuels, Sladen, and Solomon. bbox=[11, 503, 154, 580]
stock-report-heading: HAWKE'S BAY STOCK AND STATION REPORT. bbox=[173, 95, 308, 118]
news-paragraph: The Rechabites intend to erect a hall costing £1,000, and are about to ask the Provincial Government for a free site. bbox=[643, 944, 786, 976]
dateline: January 31. bbox=[849, 360, 896, 371]
dateline: BLUFF, 31th January. bbox=[829, 546, 916, 557]
news-paragraph: The barque Lauderdale has arrived from London, after an uneventful voyage of 98 days. She brings 185 Government immigrants. The Governor Blackall has arrived from Kandavau, after a passage of 117 hours there, and 124 back. The City of Melbourne arrived there on the 28th, with 25 saloon and 30 steerage passengers. The Governor Blackall arrived at Kandavau on the 20th, and had to wait for five days. bbox=[643, 308, 786, 418]
